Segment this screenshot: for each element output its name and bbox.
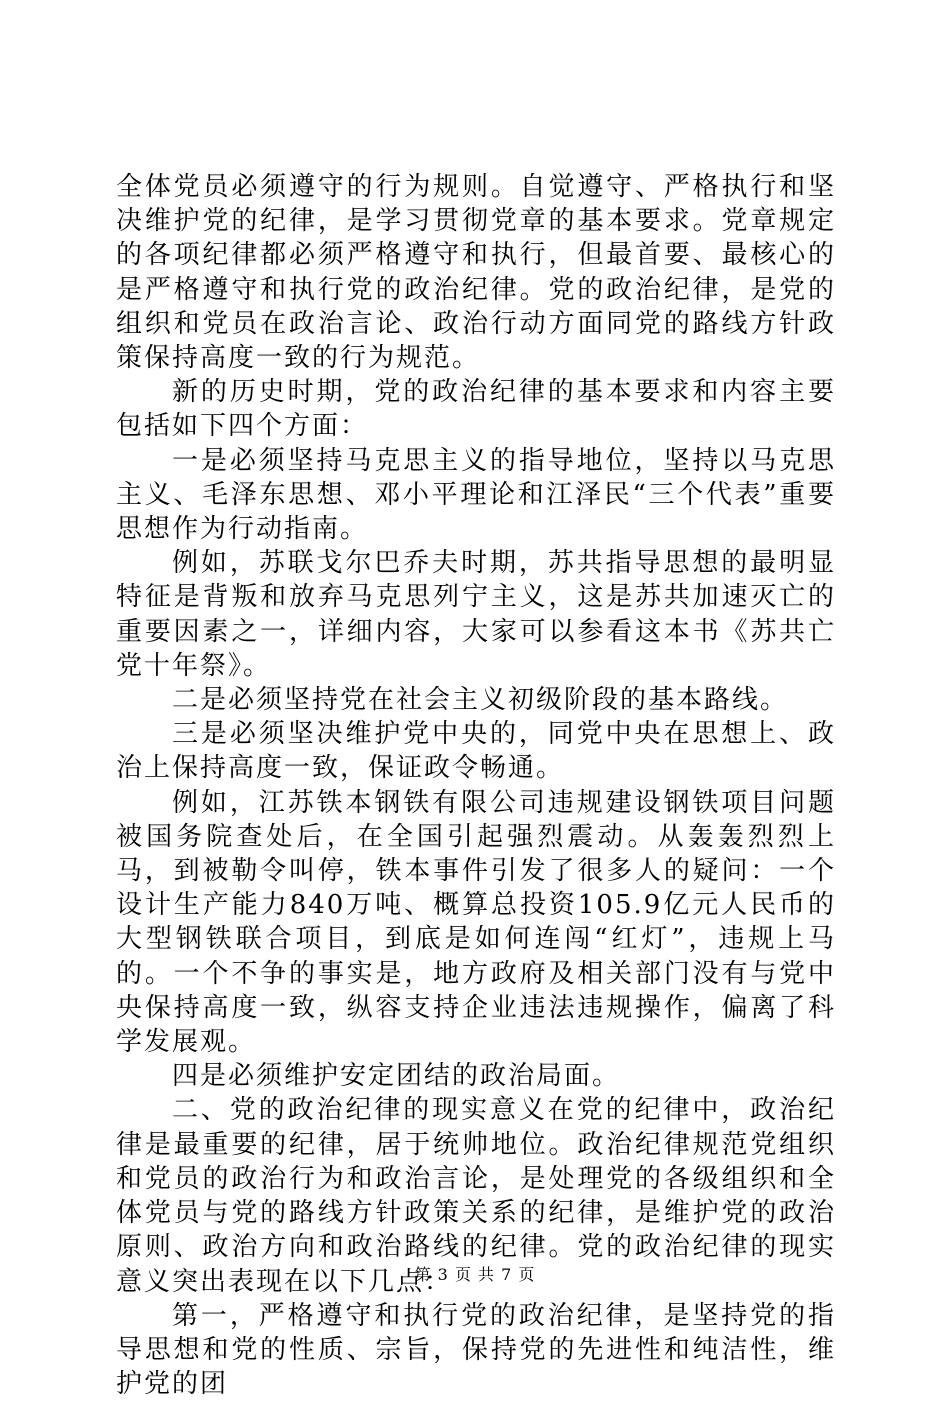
paragraph-9: 二、党的政治纪律的现实意义在党的纪律中，政治纪律是最重要的纪律，居于统帅地位。政治纪律规范党组织和党员的政治行为和政治言论，是处理党的各级组织和全体党员与党的路线方针政策关系的纪律，是维护党的政治原则、政治方向和政治路线的纪律。党的政治纪律的现实意义突出表现在以下几点： bbox=[116, 1095, 836, 1297]
paragraph-7: 例如，江苏铁本钢铁有限公司违规建设钢铁项目问题被国务院查处后，在全国引起强烈震动。从轰轰烈烈上马，到被勒令叫停，铁本事件引发了很多人的疑问：一个设计生产能力840万吨、概算总投资105.9亿元人民币的大型钢铁联合项目，到底是如何连闯“红灯”，违规上马的。一个不争的事实是，地方政府及相关部门没有与党中央保持高度一致，纵容支持企业违法违规操作，偏离了科学发展观。 bbox=[116, 787, 836, 1058]
page-footer: 第 3 页 共 7 页 bbox=[414, 1265, 536, 1284]
paragraph-2: 新的历史时期，党的政治纪律的基本要求和内容主要包括如下四个方面： bbox=[116, 377, 836, 442]
paragraph-10: 第一，严格遵守和执行党的政治纪律，是坚持党的指导思想和党的性质、宗旨，保持党的先进性和纯洁性，维护党的团 bbox=[116, 1300, 836, 1400]
document-body bbox=[116, 170, 836, 1401]
paragraph-8: 四是必须维护安定团结的政治局面。 bbox=[172, 1061, 621, 1092]
paragraph-4: 例如，苏联戈尔巴乔夫时期，苏共指导思想的最明显特征是背叛和放弃马克思列宁主义，这是苏共加速灭亡的重要因素之一，详细内容，大家可以参看这本书《苏共亡党十年祭》。 bbox=[116, 548, 836, 681]
paragraph-5: 二是必须坚持党在社会主义初级阶段的基本路线。 bbox=[172, 685, 789, 716]
paragraph-1: 全体党员必须遵守的行为规则。自觉遵守、严格执行和坚决维护党的纪律，是学习贯彻党章的基本要求。党章规定的各项纪律都必须严格遵守和执行，但最首要、最核心的是严格遵守和执行党的政治纪律。党的政治纪律，是党的组织和党员在政治言论、政治行动方面同党的路线方针政策保持高度一致的行为规范。 bbox=[116, 172, 836, 374]
paragraph-3: 一是必须坚持马克思主义的指导地位，坚持以马克思主义、毛泽东思想、邓小平理论和江泽民“三个代表”重要思想作为行动指南。 bbox=[116, 445, 836, 545]
paragraph-6: 三是必须坚决维护党中央的，同党中央在思想上、政治上保持高度一致，保证政令畅通。 bbox=[116, 719, 836, 784]
